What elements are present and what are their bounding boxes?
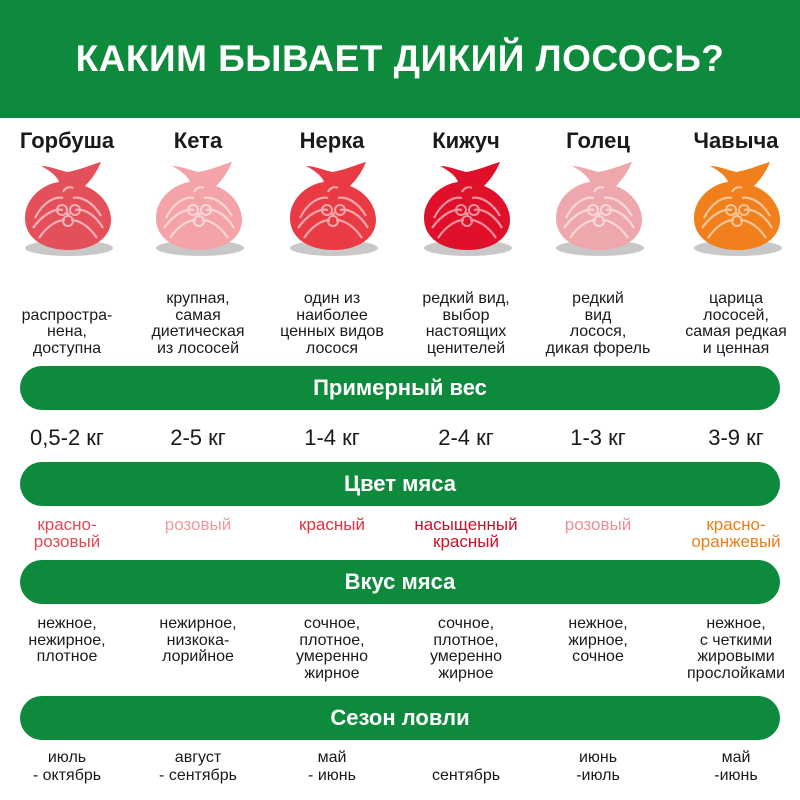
fish-name: Кета	[173, 128, 223, 153]
section-band-taste	[20, 560, 780, 604]
fish-name: Кижуч	[432, 128, 500, 153]
section-title-color: Цвет мяса	[344, 471, 456, 496]
meat-color-value: розовый	[564, 515, 632, 534]
weight-value: 2-5 кг	[170, 425, 226, 450]
fish-name: Горбуша	[19, 128, 115, 153]
fish-description: один из наиболее ценных видов лосося	[280, 290, 384, 357]
salmon-steak-icon	[670, 158, 800, 268]
meat-color-value: насыщенный красный	[414, 515, 518, 551]
salmon-steak-icon	[532, 158, 664, 268]
weight-value: 1-4 кг	[304, 425, 360, 450]
season-value: сентябрь	[431, 767, 501, 784]
taste-description: нежное, нежирное, плотное	[28, 615, 106, 665]
section-title-season: Сезон ловли	[330, 705, 470, 730]
weight-value: 1-3 кг	[570, 425, 626, 450]
section-band-season	[20, 696, 780, 740]
salmon-steak-icon	[266, 158, 398, 268]
fish-name: Голец	[566, 128, 630, 153]
page-title: КАКИМ БЫВАЕТ ДИКИЙ ЛОСОСЬ?	[75, 38, 725, 79]
fish-description: распростра- нена, доступна	[21, 306, 113, 357]
meat-color-value: красно- оранжевый	[691, 515, 781, 551]
fish-description: редкий вид лосося, дикая форель	[545, 290, 651, 357]
season-value: июнь -июль	[576, 749, 620, 784]
section-title-weight: Примерный вес	[313, 375, 487, 400]
taste-description: нежное, с четкими жировыми прослойками	[687, 615, 785, 682]
salmon-steak-icon	[400, 158, 532, 268]
taste-description: сочное, плотное, умеренно жирное	[295, 615, 369, 682]
section-band-color	[20, 462, 780, 506]
weight-value: 0,5-2 кг	[30, 425, 104, 450]
salmon-steak-icon	[1, 158, 133, 268]
season-value: май - июнь	[308, 749, 356, 784]
fish-name: Чавыча	[693, 128, 779, 153]
meat-color-value: красно- розовый	[33, 515, 101, 551]
fish-description: крупная, самая диетическая из лососей	[151, 290, 245, 357]
meat-color-value: красный	[299, 515, 365, 534]
season-value: май -июнь	[714, 749, 758, 784]
season-value: июль - октябрь	[32, 749, 102, 784]
meat-color-value: розовый	[164, 515, 232, 534]
season-value: август - сентябрь	[159, 749, 237, 784]
section-title-taste: Вкус мяса	[344, 569, 456, 594]
fish-description: редкий вид, выбор настоящих ценителей	[422, 290, 510, 357]
fish-description: царица лососей, самая редкая и ценная	[685, 290, 787, 357]
taste-description: нежирное, низкока- лорийное	[159, 615, 237, 665]
salmon-steak-icon	[132, 158, 264, 268]
header-banner	[0, 0, 800, 118]
taste-description: нежное, жирное, сочное	[568, 615, 628, 665]
taste-description: сочное, плотное, умеренно жирное	[429, 615, 503, 682]
weight-value: 2-4 кг	[438, 425, 494, 450]
section-band-weight	[20, 366, 780, 410]
fish-name: Нерка	[299, 128, 365, 153]
weight-value: 3-9 кг	[708, 425, 764, 450]
